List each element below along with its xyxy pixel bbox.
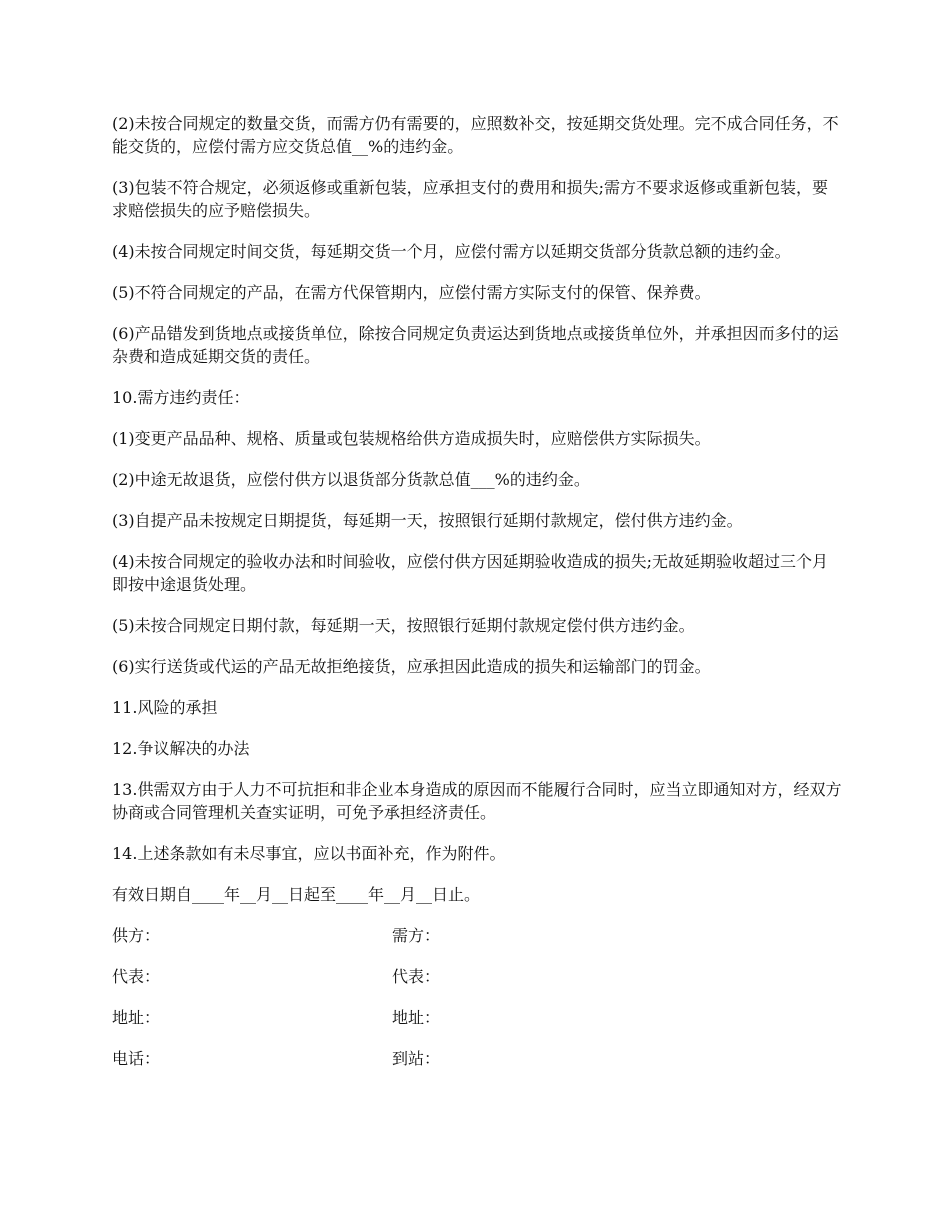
clause-6-misdelivery: (6)产品错发到货地点或接货单位，除按合同规定负责运达到货地点或接货单位外，并承担因而多付的运杂费和造成延期交货的责任。 [112, 324, 839, 366]
validity-period: 有效日期自____年__月__日起至____年__月__日止。 [112, 885, 481, 904]
section-13-force-majeure: 13.供需双方由于人力不可抗拒和非企业本身造成的原因而不能履行合同时，应当立即通知对方，经双方协商或合同管理机关查实证明，可免予承担经济责任。 [112, 780, 842, 822]
buyer-station-label: 到站： [392, 1049, 441, 1068]
clause-2-quantity: (2)未按合同规定的数量交货，而需方仍有需要的，应照数补交，按延期交货处理。完不成合同任务，不能交货的，应偿付需方应交货总值__%的违约金。 [112, 114, 839, 156]
clause-10-2: (2)中途无故退货，应偿付供方以退货部分货款总值___%的违约金。 [112, 470, 590, 489]
clause-4-late-delivery: (4)未按合同规定时间交货，每延期交货一个月，应偿付需方以延期交货部分货款总额的违约金。 [112, 242, 791, 261]
section-11-heading: 11.风险的承担 [112, 698, 218, 717]
signature-block [112, 924, 842, 1070]
clause-10-5: (5)未按合同规定日期付款，每延期一天，按照银行延期付款规定偿付供方违约金。 [112, 616, 695, 635]
clause-3-packaging: (3)包装不符合规定，必须返修或重新包装，应承担支付的费用和损失;需方不要求返修或重新包装，要求赔偿损失的应予赔偿损失。 [112, 178, 829, 220]
signature-row-address [112, 1006, 842, 1029]
section-12-heading: 12.争议解决的办法 [112, 739, 250, 758]
supplier-address-label: 地址： [112, 1008, 161, 1027]
supplier-phone-label: 电话： [112, 1049, 161, 1068]
section-14-supplement: 14.上述条款如有未尽事宜，应以书面补充，作为附件。 [112, 844, 506, 863]
clause-10-3: (3)自提产品未按规定日期提货，每延期一天，按照银行延期付款规定，偿付供方违约金。 [112, 511, 743, 530]
clause-5-storage: (5)不符合同规定的产品，在需方代保管期内，应偿付需方实际支付的保管、保养费。 [112, 283, 711, 302]
signature-row-party [112, 924, 842, 947]
buyer-address-label: 地址： [392, 1008, 441, 1027]
supplier-label: 供方： [112, 926, 161, 945]
buyer-representative-label: 代表： [392, 967, 441, 986]
document-page [112, 112, 842, 1088]
buyer-label: 需方： [392, 926, 441, 945]
supplier-representative-label: 代表： [112, 967, 161, 986]
signature-row-representative [112, 965, 842, 988]
clause-10-6: (6)实行送货或代运的产品无故拒绝接货，应承担因此造成的损失和运输部门的罚金。 [112, 657, 711, 676]
clause-10-4: (4)未按合同规定的验收办法和时间验收，应偿付供方因延期验收造成的损失;无故延期验收超过三个月即按中途退货处理。 [112, 552, 829, 594]
clause-10-1: (1)变更产品品种、规格、质量或包装规格给供方造成损失时，应赔偿供方实际损失。 [112, 429, 711, 448]
section-10-heading: 10.需方违约责任： [112, 388, 250, 407]
signature-row-contact [112, 1047, 842, 1070]
